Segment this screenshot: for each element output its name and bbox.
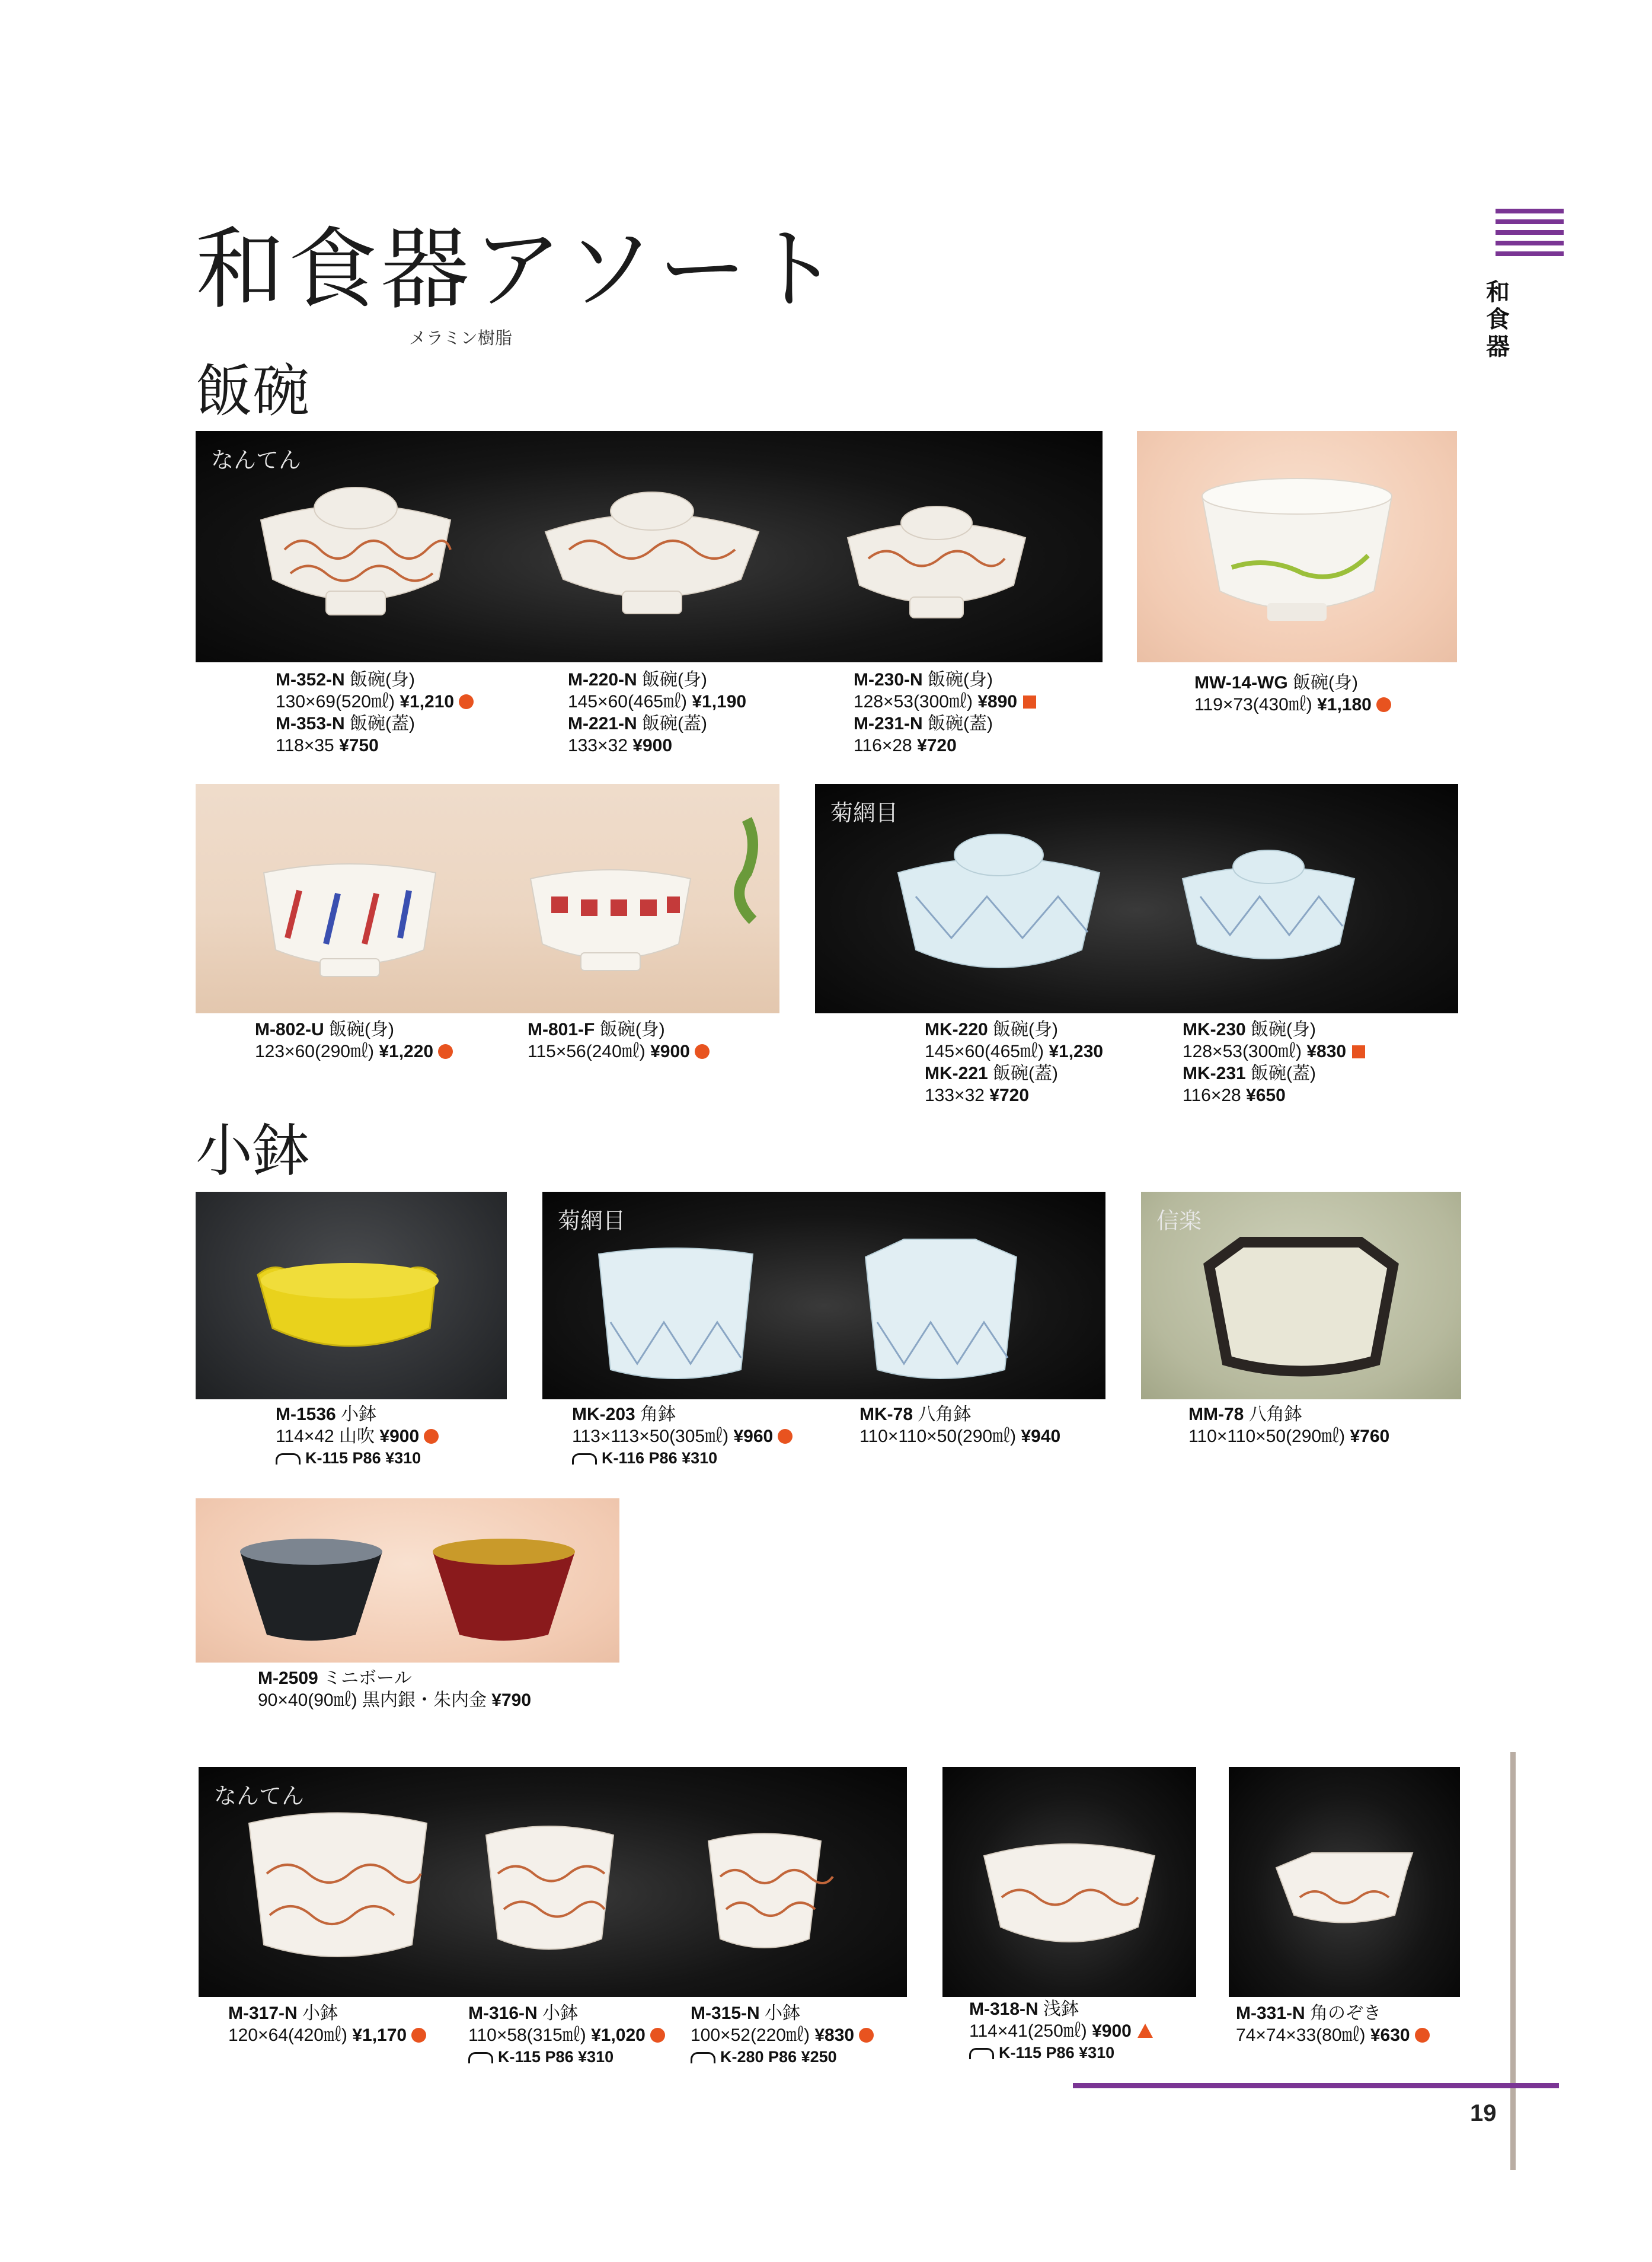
panel-label: 信楽: [1156, 1208, 1202, 1234]
caption-m352-m353: M-352-N 飯碗(身) 130×69(520㎖) ¥1,210 M-353-N 飯碗(蓋) 118×35 ¥750: [276, 669, 474, 757]
page-title: 和食器アソート: [196, 218, 843, 321]
panel-label: 菊網目: [830, 800, 899, 826]
caption-mk220-mk221: MK-220 飯碗(身) 145×60(465㎖) ¥1,230 MK-221 飯碗(蓋) 133×32 ¥720: [925, 1020, 1104, 1105]
caption-m801: M-801-F 飯碗(身) 115×56(240㎖) ¥900: [528, 1019, 710, 1063]
bowl-illustrations: [542, 1192, 1105, 1399]
bowl-illustrations: [815, 784, 1458, 1013]
caption-m318: M-318-N 浅鉢 114×41(250㎖) ¥900 K-115 P86 ¥310: [969, 1998, 1153, 2064]
marker-square-icon: [1352, 1045, 1365, 1058]
bowl-illustrations: [196, 1498, 619, 1663]
marker-circle-icon: [459, 694, 474, 709]
marker-circle-icon: [650, 2028, 665, 2043]
marker-circle-icon: [695, 1044, 710, 1059]
photo-kikuami-lidded-bowls: [815, 784, 1458, 1013]
caption-m315: M-315-N 小鉢 100×52(220㎖) ¥830 K-280 P86 ¥250: [691, 2002, 874, 2068]
photo-kikuami-small-bowls: [542, 1192, 1105, 1399]
marker-circle-icon: [859, 2028, 874, 2043]
lid-icon: [468, 2052, 493, 2063]
photo-m2509-bowls: [196, 1498, 619, 1663]
caption-mk203: MK-203 角鉢 113×113×50(305㎖) ¥960 K-116 P86 ¥310: [572, 1403, 793, 1469]
marker-square-icon: [1023, 695, 1036, 709]
photo-mw14-bowl: [1137, 431, 1457, 662]
footer-horizontal-rule: [1073, 2083, 1559, 2088]
caption-m316: M-316-N 小鉢 110×58(315㎖) ¥1,020 K-115 P86 ¥310: [468, 2002, 665, 2068]
caption-m802: M-802-U 飯碗(身) 123×60(290㎖) ¥1,220: [255, 1019, 453, 1063]
bowl-illustrations: [196, 784, 779, 1013]
photo-mm78-bowl: [1141, 1192, 1461, 1399]
photo-m318-bowl: [942, 1767, 1196, 1997]
caption-m331: M-331-N 角のぞき 74×74×33(80㎖) ¥630: [1236, 2002, 1430, 2046]
photo-nanten-lidded-bowls: [196, 431, 1103, 662]
panel-label: なんてん: [214, 1783, 305, 1809]
side-tab-bars: [1496, 209, 1564, 262]
lid-icon: [969, 2048, 994, 2059]
marker-circle-icon: [424, 1429, 439, 1444]
bowl-illustration: [1229, 1767, 1460, 1997]
section-heading-small-bowls: 小鉢: [196, 1118, 309, 1184]
page-number: 19: [1470, 2100, 1497, 2126]
caption-m230-m231: M-230-N 飯碗(身) 128×53(300㎖) ¥890 M-231-N 飯碗(蓋) 116×28 ¥720: [854, 669, 1036, 757]
caption-mk230-mk231: MK-230 飯碗(身) 128×53(300㎖) ¥830 MK-231 飯碗(蓋) 116×28 ¥650: [1183, 1019, 1365, 1106]
bowl-illustrations: [196, 431, 1103, 662]
page-subtitle: メラミン樹脂: [409, 329, 513, 348]
marker-circle-icon: [778, 1429, 793, 1444]
bowl-illustrations: [199, 1767, 907, 1997]
photo-m1536-bowl: [196, 1192, 507, 1399]
caption-m1536: M-1536 小鉢 114×42 山吹 ¥900 K-115 P86 ¥310: [276, 1403, 439, 1469]
photo-m802-m801-bowls: [196, 784, 779, 1013]
caption-mw14: MW-14-WG 飯碗(身) 119×73(430㎖) ¥1,180: [1194, 672, 1391, 716]
caption-mm78: MM-78 八角鉢 110×110×50(290㎖) ¥760: [1188, 1405, 1390, 1446]
caption-m2509: M-2509 ミニボール 90×40(90㎖) 黒内銀・朱内金 ¥790: [258, 1668, 532, 1710]
caption-m220-m221: M-220-N 飯碗(身) 145×60(465㎖) ¥1,190 M-221-N 飯碗(蓋) 133×32 ¥900: [568, 670, 747, 755]
bowl-illustration: [942, 1767, 1196, 1997]
lid-icon: [276, 1453, 301, 1465]
bowl-illustration: [1137, 431, 1457, 662]
photo-nanten-small-bowls: [199, 1767, 907, 1997]
bowl-illustration: [196, 1192, 507, 1399]
marker-circle-icon: [1415, 2028, 1430, 2043]
panel-label: 菊網目: [558, 1208, 626, 1234]
lid-icon: [691, 2052, 715, 2063]
panel-label: なんてん: [211, 447, 302, 473]
section-heading-rice-bowls: 飯碗: [196, 358, 309, 425]
footer-vertical-rule: [1510, 1752, 1516, 2170]
marker-circle-icon: [1376, 697, 1391, 712]
caption-mk78: MK-78 八角鉢 110×110×50(290㎖) ¥940: [859, 1405, 1061, 1446]
photo-m331-bowl: [1229, 1767, 1460, 1997]
caption-m317: M-317-N 小鉢 120×64(420㎖) ¥1,170: [228, 2002, 426, 2046]
marker-circle-icon: [411, 2028, 426, 2043]
marker-circle-icon: [438, 1044, 453, 1059]
side-tab-label: 和食器: [1486, 279, 1510, 360]
lid-icon: [572, 1453, 597, 1465]
marker-triangle-icon: [1137, 2024, 1153, 2038]
